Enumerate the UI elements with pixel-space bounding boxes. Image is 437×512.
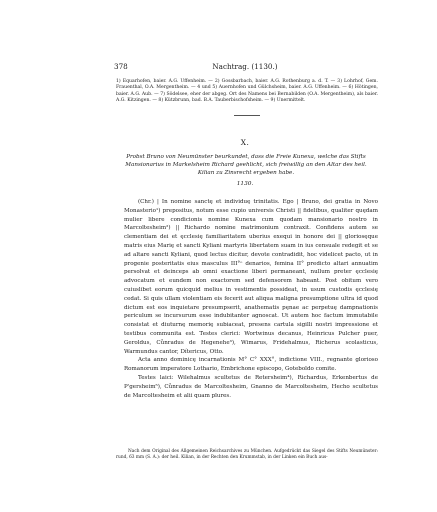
- charter-paragraph: Testes laici: Wilehalmus scultetus de Retersheim⁴), Richardus, Erkenbertus de P'gersheim⁵), Cůnradus de Marcoltesheim, Gnanno de Marcoltesheim, Hecho scultetus de Marcoltesheim et alii quam plures.: [124, 374, 378, 399]
- footnotes: [116, 79, 378, 105]
- running-head-title: Nachtrag. (1130.): [212, 62, 278, 71]
- document-number: X.: [240, 138, 250, 147]
- regest-text: Probst Bruno von Neumünster beurkundet, dass die Freie Kunexa, welche das Stifts Mansionarius in Markelsheim Richard geehlicht, sich freiwillig an den Altar des heil. Kilian zu Zinsrecht ergeben habe.: [125, 154, 367, 176]
- charter-paragraph: Acta anno dominicę incarnationis M° C° XXX°, indictione VIII., regnante glorioso Romanorum imperatore Lothario, Embrichone episcopo, Goteboldo comite.: [124, 357, 378, 373]
- charter-paragraph: (Chr.) | In nomine sanctę et individuę trinitatis. Ego | Bruno, dei gratia in Novo Monasterio¹) prepositus, notum esse cupio universis Christi || fidelibus, qualiter quędam mulier libere condicionis nomine Kunexa cum quodam mansionario nostro in Marcoltesheim²) || Richardo nomine matrimonium contraxit. Confidens autem se clementiam dei et ęcclesię familiaritatem uberius exequi in honore dei || gloriosęque matris eius Marię et sancti Kyliani martyris libertatem suam in ius censuale redegit et se ad altare sancti Kyliani, quod lectus dicitur, devote contradidit, hoc videlicet pacto, ut in progenie posteritatis eius masculus III°ᵒ denarios, femina II° predicto altari annuatim persolvat et deinceps ab omni exactione liberi permaneant, nullum preter ęcclesię advocatum et eundem non exactorem sed defensorem habeant. Post obitum vero cuiuslibet eorum quicquid melius in vestimentis possideat, in usum custodis ęcclesię cedat. Si quis ullam violentiam eis fecerit aut aliqua maligna presumptione ultra id quod dictum est eos inquietare presumpserit, anathematis pęnae ac perpetuę dampnationis periculum se incursurum esse indubitanter agnoscat. Ut autem hoc factum immutabile consistat et diuturnę memorię subiaceat, presens cartula sigilli nostri impressione et testibus communita est. Testes clerici: Wortwinus decanus, Heinricus Pulcher puer, Geroldus, Cůnradus de Hegenehe³), Wimarus, Fridehalmus, Richerus scolasticus, Warmundus cantor, Dítericus, Otto.: [124, 199, 378, 355]
- regest-summary: [124, 153, 368, 177]
- running-head: [114, 62, 376, 72]
- document-date: 1130.: [236, 181, 254, 187]
- footnote-text: 1) Equarhofen, baier. A.G. Uffenheim. — 2) Gossbarbach, baier. A.G. Rothenburg a. d. T. — 3) Lohrhof, Gem. Frauenthal, O.A. Mergentheim. — 4 und 5) Auernhofen und Gülchsheim, baier. A.G. Uffenheim. — 6) Hötingen, baier. A.G. Aub. — 7) Södelsee, eher der abgeg. Ort des Namens bei Bernabilden (O.A. Mergentheim), als baier. A.G. Kitzingen. — 8) Kützbrunn, bad. B.A. Tauberbischofsheim. — 9) Unermittelt.: [116, 79, 378, 104]
- section-divider: [234, 115, 260, 116]
- charter-text: [124, 198, 378, 400]
- page-number: 378: [114, 62, 128, 71]
- source-note: [116, 449, 378, 462]
- source-note-text: Nach dem Original des Allgemeinen Reichsarchives zu München. Aufgedrückt das Siegel des Stifts Neumünster: rund, 63 mm (S. A.): der heil. Kilian, in der Rechten den Krummstab, in der Linken ein Buch aus-: [116, 449, 378, 461]
